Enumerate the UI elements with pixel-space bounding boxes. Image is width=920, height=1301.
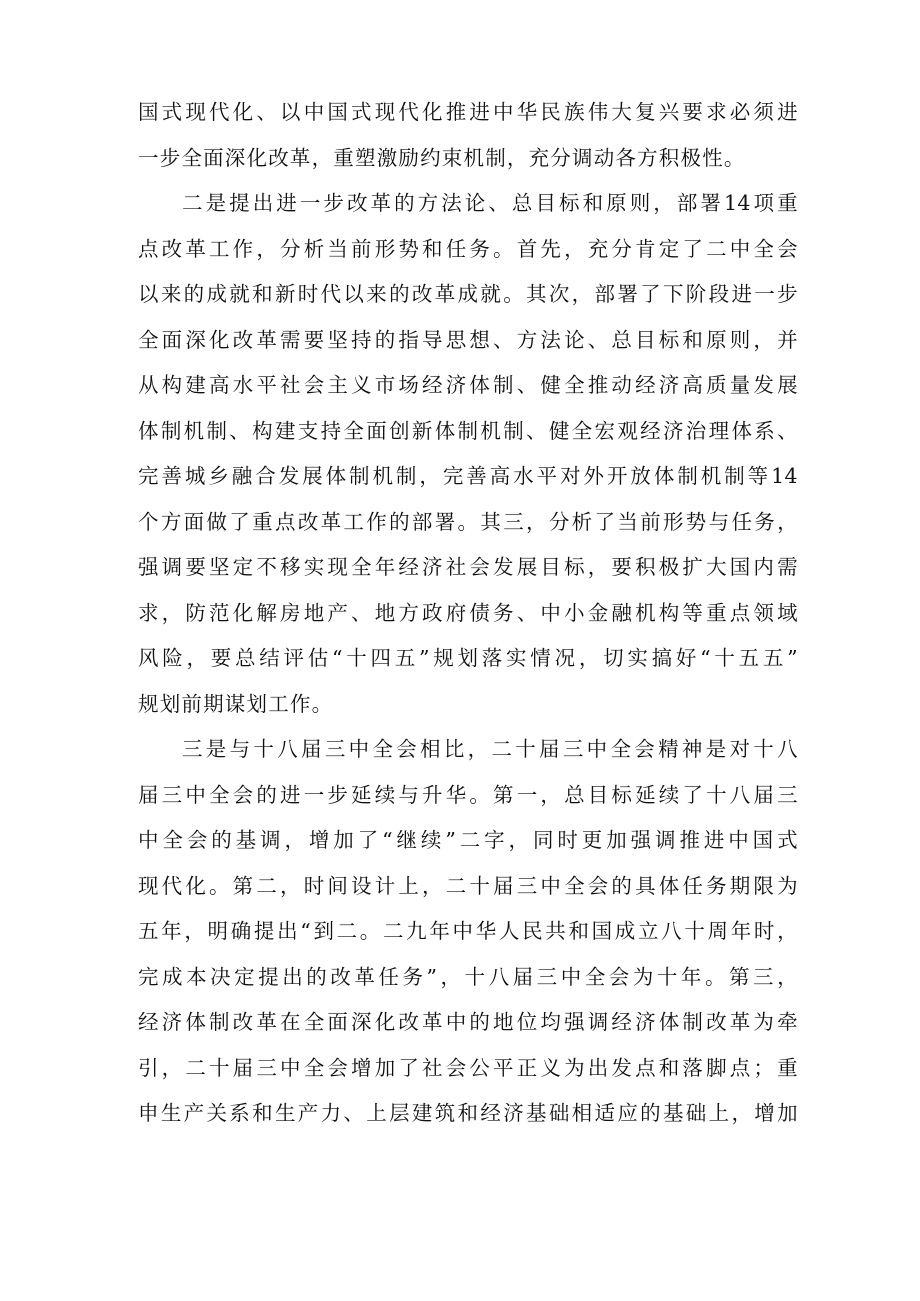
text-line: 完成本决定提出的改革任务”，十八届三中全会为十年。第三，	[138, 964, 798, 989]
text-line: 从构建高水平社会主义市场经济体制、健全推动经济高质量发展	[138, 373, 798, 397]
text-line: 申生产关系和生产力、上层建筑和经济基础相适应的基础上，增加	[138, 1101, 798, 1125]
text-line: 点改革工作，分析当前形势和任务。首先，充分肯定了二中全会	[138, 236, 798, 261]
text-line: 中全会的基调，增加了“继续”二字，同时更加强调推进中国式	[138, 828, 798, 852]
text-line: 求，防范化解房地产、地方政府债务、中小金融机构等重点领域	[138, 600, 798, 625]
text-line: 风险，要总结评估“十四五”规划落实情况，切实搞好“十五五”	[138, 646, 798, 670]
text-line: 国式现代化、以中国式现代化推进中华民族伟大复兴要求必须进	[138, 100, 798, 124]
text-line: 现代化。第二，时间设计上，二十届三中全会的具体任务期限为	[138, 873, 798, 898]
text-line: 引，二十届三中全会增加了社会公平正义为出发点和落脚点；重	[138, 1055, 798, 1080]
text-line: 经济体制改革在全面深化改革中的地位均强调经济体制改革为牵	[138, 1010, 798, 1034]
text-line: 规划前期谋划工作。	[138, 691, 334, 716]
text-line: 完善城乡融合发展体制机制，完善高水平对外开放体制机制等14	[138, 464, 798, 488]
text-line: 五年，明确提出“到二。二九年中华人民共和国成立八十周年时，	[138, 919, 798, 943]
paragraph-start-line: 二是提出进一步改革的方法论、总目标和原则，部署14项重	[182, 191, 798, 215]
body-text	[138, 90, 798, 1137]
text-line: 届三中全会的进一步延续与升华。第一，总目标延续了十八届三	[138, 782, 798, 807]
text-line: 强调要坚定不移实现全年经济社会发展目标，要积极扩大国内需	[138, 555, 798, 579]
paragraph-start-line: 三是与十八届三中全会相比，二十届三中全会精神是对十八	[182, 737, 798, 761]
text-line: 个方面做了重点改革工作的部署。其三，分析了当前形势与任务，	[138, 509, 798, 534]
text-line: 以来的成就和新时代以来的改革成就。其次，部署了下阶段进一步	[138, 282, 798, 306]
text-line: 一步全面深化改革，重塑激励约束机制，充分调动各方积极性。	[138, 145, 746, 170]
text-line: 体制机制、构建支持全面创新体制机制、健全宏观经济治理体系、	[138, 418, 798, 443]
text-line: 全面深化改革需要坚持的指导思想、方法论、总目标和原则，并	[138, 327, 798, 352]
